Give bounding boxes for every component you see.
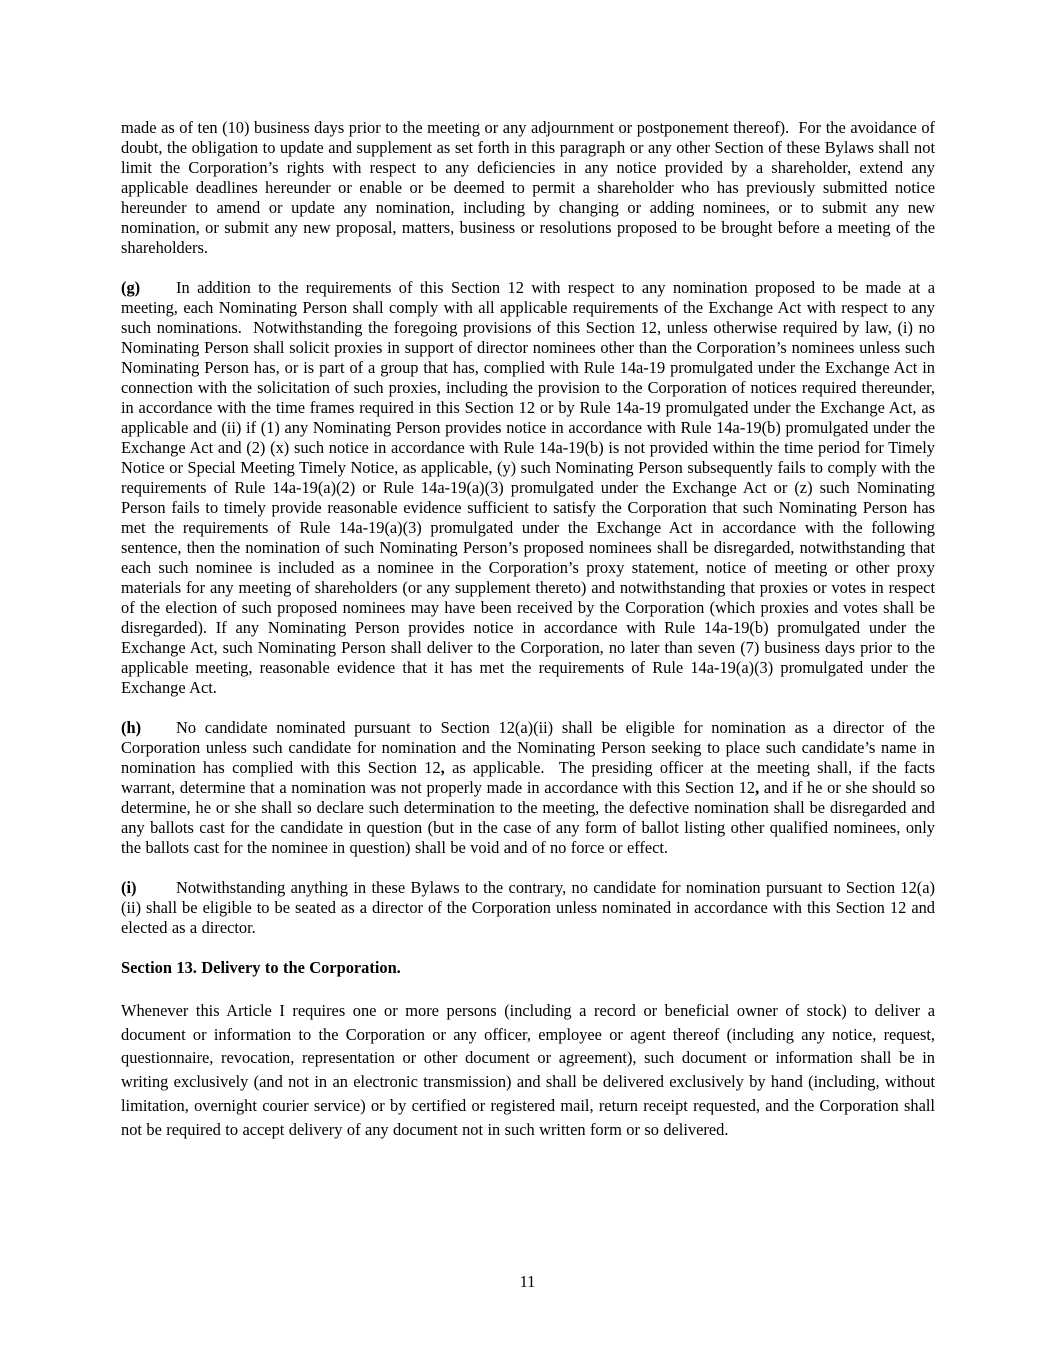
paragraph-h-text: and if he or she should so determine, he or she shall so declare such determination to the meeting, the defective nomination shall be disregarded and any ballots cast for the candidate in question (but in the case of any form of ballot listing other qualified nominees, only the ballots cast for the nominee in question) shall be void and of no force or effect. bbox=[121, 778, 935, 857]
page-footer bbox=[0, 1272, 1055, 1292]
page-number: 11 bbox=[519, 1272, 536, 1291]
continuation-paragraph-text: made as of ten (10) business days prior to the meeting or any adjournment or postponement thereof). For the avoidance of doubt, the obligation to update and supplement as set forth in this paragraph or any other Section of these Bylaws shall not limit the Corporation’s rights with respect to any deficiencies in any notice provided by a shareholder, extend any applicable deadlines hereunder or enable or be deemed to permit a shareholder who has previously submitted notice hereunder to amend or update any nomination, including by changing or adding nominees, or to submit any new nomination, or submit any new proposal, matters, business or resolutions proposed to be brought before a meeting of the shareholders. bbox=[121, 118, 935, 257]
delivery-paragraph-text: Whenever this Article I requires one or more persons (including a record or beneficial owner of stock) to deliver a document or information to the Corporation or any officer, employee or agent thereof (including any notice, request, questionnaire, revocation, representation or other document or agreement), such document or information shall be in writing exclusively (and not in an electronic transmission) and shall be delivered exclusively by hand (including, without limitation, overnight courier service) or by certified or registered mail, return receipt requested, and the Corporation shall not be required to accept delivery of any document not in such written form or so delivered. bbox=[121, 1001, 935, 1139]
delivery-paragraph bbox=[121, 999, 935, 1141]
paragraph-h-text: , bbox=[440, 758, 445, 777]
paragraph-g-text: In addition to the requirements of this Section 12 with respect to any nomination proposed to be made at a meeting, each Nominating Person shall comply with all applicable requirements of the Exchange Act with respect to any such nominations. Notwithstanding the foregoing provisions of this Section 12, unless otherwise required by law, (i) no Nominating Person shall solicit proxies in support of director nominees other than the Corporation’s nominees unless such Nominating Person has, or is part of a group that has, complied with Rule 14a-19 promulgated under the Exchange Act in connection with the solicitation of such proxies, including the provision to the Corporation of notices required thereunder, in accordance with the time frames required in this Section 12 or by Rule 14a-19 promulgated under the Exchange Act, as applicable and (ii) if (1) any Nominating Person provides notice in accordance with Rule 14a-19(b) promulgated under the Exchange Act and (2) (x) such notice in accordance with Rule 14a-19(b) is not provided within the time period for Timely Notice or Special Meeting Timely Notice, as applicable, (y) such Nominating Person subsequently fails to comply with the requirements of Rule 14a-19(a)(2) or Rule 14a-19(a)(3) promulgated under the Exchange Act or (z) such Nominating Person fails to timely provide reasonable evidence sufficient to satisfy the Corporation that such Nominating Person has met the requirements of Rule 14a-19(a)(3) promulgated under the Exchange Act in accordance with the following sentence, then the nomination of such Nominating Person’s proposed nominees shall be disregarded, notwithstanding that each such nominee is included as a nominee in the Corporation’s proxy statement, notice of meeting or other proxy materials for any meeting of shareholders (or any supplement thereto) and notwithstanding that proxies or votes in respect of the election of such proposed nominees may have been received by the Corporation (which proxies and votes shall be disregarded). If any Nominating Person provides notice in accordance with Rule 14a-19(b) promulgated under the Exchange Act, such Nominating Person shall deliver to the Corporation, no later than seven (7) business days prior to the applicable meeting, reasonable evidence that it has met the requirements of Rule 14a-19(a)(3) promulgated under the Exchange Act. bbox=[121, 278, 935, 697]
continuation-paragraph bbox=[121, 118, 935, 258]
paragraph-i bbox=[121, 878, 935, 938]
section-13-heading-text: Section 13. Delivery to the Corporation. bbox=[121, 958, 401, 977]
paragraph-i-text: Notwithstanding anything in these Bylaws to the contrary, no candidate for nomination pursuant to Section 12(a)(ii) shall be eligible to be seated as a director of the Corporation unless nominated in accordance with this Section 12 and elected as a director. bbox=[121, 878, 935, 937]
document-body bbox=[121, 118, 935, 1141]
paragraph-h bbox=[121, 718, 935, 858]
paragraph-h-text: No candidate nominated pursuant to Section 12(a)(ii) shall be eligible for nomination as a director of the Corporation unless such candidate for nomination and the Nominating Person seeking to place such candidate’s name in nomination has complied with this Section 12 bbox=[121, 718, 935, 777]
paragraph-h-text: as applicable. The presiding officer at the meeting shall, if the facts warrant, determine that a nomination was not properly made in accordance with this Section 12 bbox=[121, 758, 935, 797]
paragraph-g bbox=[121, 278, 935, 698]
paragraph-h-label: (h) bbox=[121, 718, 142, 737]
paragraph-h-text: , bbox=[755, 778, 760, 797]
paragraph-g-label: (g) bbox=[121, 278, 141, 297]
section-13-heading bbox=[121, 958, 935, 978]
paragraph-i-label: (i) bbox=[121, 878, 137, 897]
